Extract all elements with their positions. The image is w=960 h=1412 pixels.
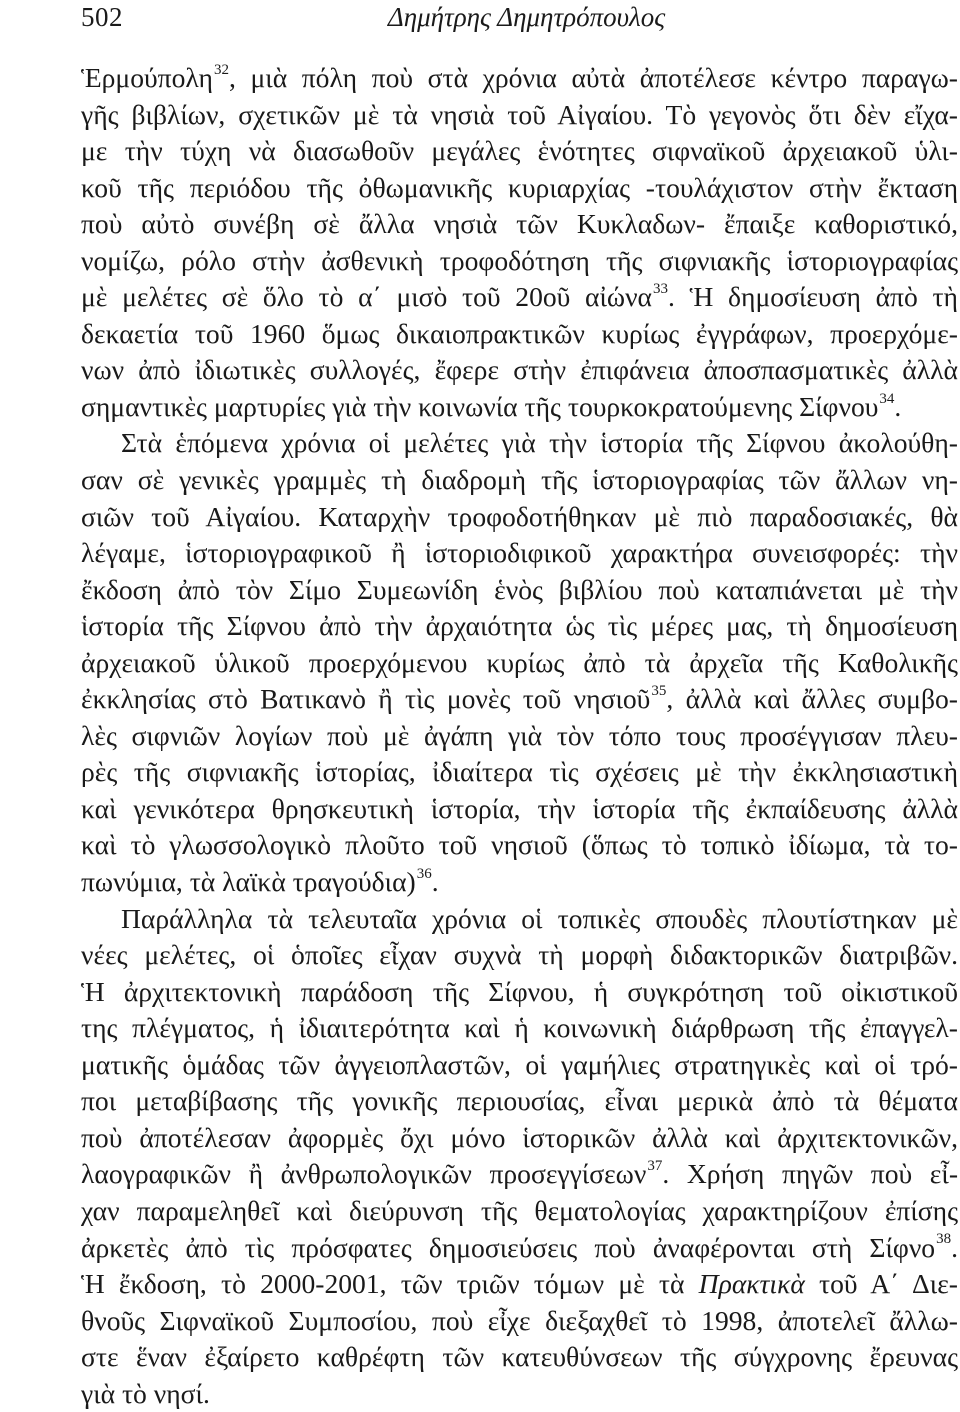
text-line: νέες μελέτες, οἱ ὁποῖες εἶχαν συχνὰ τὴ μορφὴ διδακτορικῶν διατριβῶν. <box>81 939 958 971</box>
page-number: 502 <box>81 2 123 32</box>
text-line: με τὴν τύχη νὰ διασωθοῦν μεγάλες ἑνότητες σιφναϊκοῦ ἀρχειακοῦ ὑλι- <box>81 135 958 167</box>
text-line: ματικῆς ὁμάδας τῶν ἀγγειοπλαστῶν, οἱ γαμήλιες στρατηγικὲς καὶ οἱ τρό- <box>81 1048 958 1080</box>
text-line: ἐκκλησίας στὸ Βατικανὸ ἢ τὶς μονὲς τοῦ νησιοῦ$^{35}$, ἀλλὰ καὶ ἄλλες συμβο- <box>81 683 958 715</box>
text-line: δεκαετία τοῦ 1960 ὅμως δικαιοπρακτικῶν κυρίως ἐγγράφων, προερχόμε- <box>81 317 958 349</box>
footnote-marker: 34 <box>879 390 895 407</box>
text-line: σαν σὲ γενικὲς γραμμὲς τὴ διαδρομὴ τῆς ἱστοριογραφίας τῶν ἄλλων νη- <box>81 464 958 496</box>
text-line: μὲ μελέτες σὲ ὅλο τὸ α΄ μισὸ τοῦ 20οῦ αἰώνα$^{33}$. Ἡ δημοσίευση ἀπὸ τὴ <box>81 281 958 313</box>
text-line: λέγαμε, ἱστοριογραφικοῦ ἢ ἱστοριοδιφικοῦ χαρακτήρα συνεισφορές: τὴν <box>81 537 958 569</box>
footnote-marker: 32 <box>213 61 229 78</box>
footnote-marker: 35 <box>651 683 667 700</box>
text-line: πωνύμια, τὰ λαϊκὰ τραγούδια)$^{36}$. <box>81 865 439 898</box>
text-line: κοῦ τῆς περιόδου τῆς ὀθωμανικῆς κυριαρχίας -τουλάχιστον στὴν ἔκταση <box>81 171 958 203</box>
text-line: λὲς σιφνιῶν λογίων ποὺ μὲ ἀγάπη γιὰ τὸν τόπο τους προσέγγισαν πλευ- <box>81 719 958 751</box>
text-line: ποι μεταβίβασης τῆς γονικῆς περιουσίας, εἶναι μερικὰ ἀπὸ τὰ θέματα <box>81 1085 958 1117</box>
footnote-marker: 37 <box>647 1158 663 1175</box>
text-line: ἀρχειακοῦ ὑλικοῦ προερχόμενου κυρίως ἀπὸ τὰ ἀρχεῖα τῆς Καθολικῆς <box>81 646 958 678</box>
text-line: Ἑρμούπολη$^{32}$, μιὰ πόλη ποὺ στὰ χρόνια αὐτὰ ἀποτέλεσε κέντρο παραγω- <box>81 61 958 93</box>
text-line: λαογραφικῶν ἢ ἀνθρωπολογικῶν προσεγγίσεων$^{37}$. Χρήση πηγῶν ποὺ εἶ- <box>81 1158 959 1190</box>
text-line: νων ἀπὸ ἰδιωτικὲς συλλογές, ἔφερε στὴν ἐπιφάνεια ἀποσπασματικὲς ἀλλὰ <box>81 354 958 386</box>
page-header <box>81 0 930 40</box>
italic-title: Πρακτικὰ <box>698 1268 805 1300</box>
footnote-marker: 36 <box>416 865 432 882</box>
text-line: ἔκδοση ἀπὸ τὸν Σίμο Συμεωνίδη ἑνὸς βιβλίου ποὺ καταπιάνεται μὲ τὴν <box>81 573 958 605</box>
text-line: σημαντικὲς μαρτυρίες γιὰ τὴν κοινωνία τῆς τουρκοκρατούμενης Σίφνου$^{34}$. <box>81 390 902 422</box>
text-line: καὶ γενικότερα θρησκευτικὴ ἱστορία, τὴν ἱστορία τῆς ἐκπαίδευσης ἀλλὰ <box>81 792 958 824</box>
text-line: ποὺ αὐτὸ συνέβη σὲ ἄλλα νησιὰ τῶν Κυκλαδων- ἔπαιξε καθοριστικό, <box>81 208 958 240</box>
text-line: γῆς βιβλίων, σχετικῶν μὲ τὰ νησιὰ τοῦ Αἰγαίου. Τὸ γεγονὸς ὅτι δὲν εἴχα- <box>81 98 958 130</box>
running-head-author: Δημήτρης Δημητρόπουλος <box>387 2 666 32</box>
text-line: στε ἕναν ἐξαίρετο καθρέφτη τῶν κατευθύνσεων τῆς σύγχρονης ἔρευνας <box>81 1341 958 1373</box>
text-line: ποὺ ἀποτέλεσαν ἀφορμὲς ὄχι μόνο ἱστορικῶν ἀλλὰ καὶ ἀρχιτεκτονικῶν, <box>81 1121 958 1153</box>
text-line: ἱστορία τῆς Σίφνου ἀπὸ τὴν ἀρχαιότητα ὡς τὶς μέρες μας, τὴ δημοσίευση <box>81 610 958 642</box>
text-line: ρὲς τῆς σιφνιακῆς ἱστορίας, ἰδιαίτερα τὶς σχέσεις μὲ τὴν ἐκκλησιαστικὴ <box>81 756 958 788</box>
text-line: γιὰ τὸ νησί. <box>81 1377 210 1409</box>
text-line: χαν παραμεληθεῖ καὶ διεύρυνση τῆς θεματολογίας χαρακτηρίζουν ἐπίσης <box>81 1194 958 1226</box>
body-text <box>81 60 958 1412</box>
footnote-marker: 33 <box>653 281 669 298</box>
text-line: νομίζω, ρόλο στὴν ἀσθενικὴ τροφοδότηση τῆς σιφνιακῆς ἱστοριογραφίας <box>81 244 958 276</box>
text-line: Ἡ ἔκδοση, τὸ 2000-2001, τῶν τριῶν τόμων μὲ τὰ Πρακτικὰ τοῦ Α΄ Διε- <box>81 1268 958 1300</box>
text-line: καὶ τὸ γλωσσολογικὸ πλοῦτο τοῦ νησιοῦ (ὅπως τὸ τοπικὸ ἰδίωμα, τὰ το- <box>81 829 958 861</box>
text-line: της πλέγματος, ἡ ἰδιαιτερότητα καὶ ἡ κοινωνικὴ διάρθρωση τῆς ἐπαγγελ- <box>81 1012 958 1044</box>
text-line: θνοῦς Σιφναϊκοῦ Συμποσίου, ποὺ εἶχε διεξαχθεῖ τὸ 1998, ἀποτελεῖ ἄλλω- <box>81 1304 958 1336</box>
text-line: Στὰ ἑπόμενα χρόνια οἱ μελέτες γιὰ τὴν ἱστορία τῆς Σίφνου ἀκολούθη- <box>121 427 958 459</box>
text-line: σιῶν τοῦ Αἰγαίου. Καταρχὴν τροφοδοτήθηκαν μὲ πιὸ παραδοσιακές, θὰ <box>81 500 958 532</box>
footnote-marker: 38 <box>936 1231 952 1248</box>
text-line: Παράλληλα τὰ τελευταῖα χρόνια οἱ τοπικὲς σπουδὲς πλουτίστηκαν μὲ <box>121 902 958 934</box>
text-line: Ἡ ἀρχιτεκτονικὴ παράδοση τῆς Σίφνου, ἡ συγκρότηση τοῦ οἰκιστικοῦ <box>81 975 958 1007</box>
text-line: ἀρκετὲς ἀπὸ τὶς πρόσφατες δημοσιεύσεις ποὺ ἀναφέρονται στὴ Σίφνο$^{38}$. <box>81 1231 958 1263</box>
